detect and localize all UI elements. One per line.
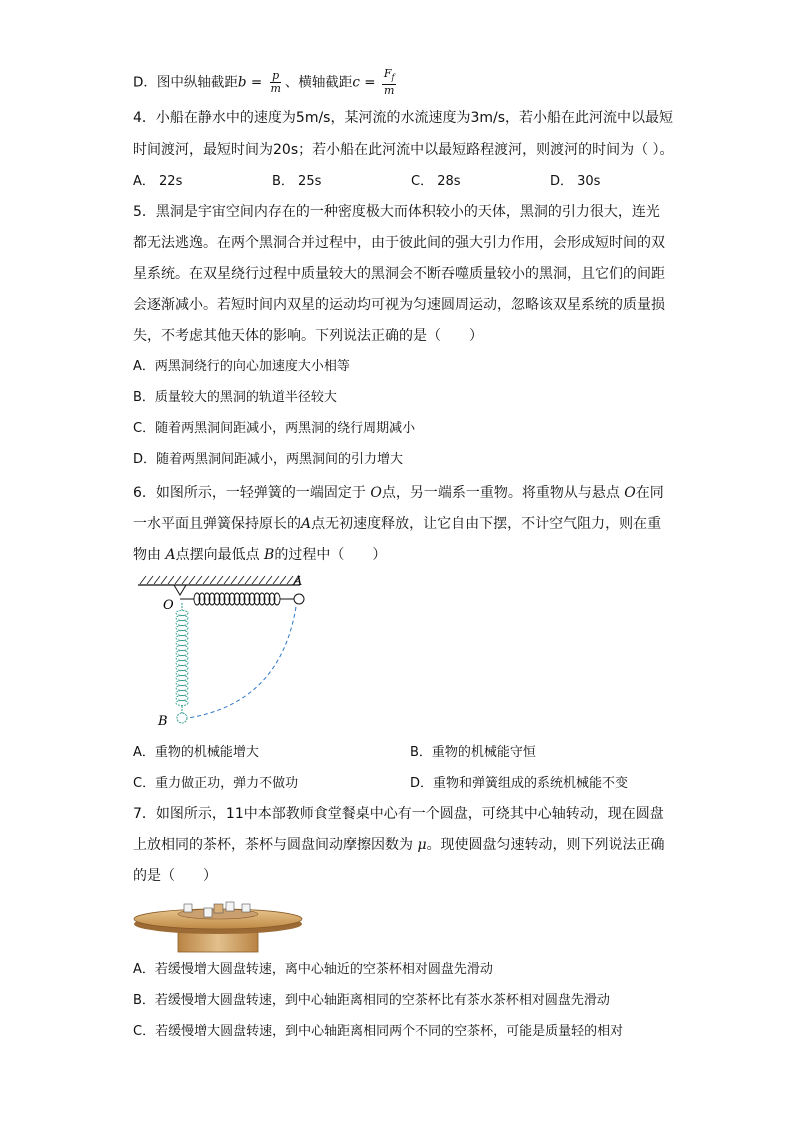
cup-icon xyxy=(214,904,223,913)
text: 在同 xyxy=(635,485,664,501)
frac-den: m xyxy=(383,84,395,98)
q6-option-a: A．重物的机械能增大 xyxy=(133,745,259,760)
text: 。现使圆盘匀速转动，则下列说法正确 xyxy=(426,837,665,853)
equals: = xyxy=(246,74,267,91)
var-b: B xyxy=(264,547,275,563)
var-o: O xyxy=(370,485,382,501)
ceiling-hatch xyxy=(140,576,300,584)
q4-option-d: D． 30s xyxy=(550,174,601,189)
q7-line-3: 的是（ ） xyxy=(133,868,217,884)
q6-option-d: D．重物和弹簧组成的系统机械能不变 xyxy=(410,776,629,791)
q6-option-b: B．重物的机械能守恒 xyxy=(410,745,536,760)
text: 一水平面且弹簧保持原长的 xyxy=(133,516,301,532)
q7-line-2 xyxy=(133,835,665,855)
q6-option-c: C．重力做正功，弹力不做功 xyxy=(133,776,299,791)
label-o: O xyxy=(163,598,174,613)
horizontal-spring xyxy=(194,593,280,605)
text: 上放相同的茶杯，茶杯与圆盘间动摩擦因数为 xyxy=(133,837,418,853)
text: 点摆向最低点 xyxy=(175,547,265,563)
text: 点，另一端系一重物。将重物从与悬点 xyxy=(381,485,625,501)
label-b: B xyxy=(158,714,168,729)
text: 的过程中（ ） xyxy=(274,547,387,563)
equals: = xyxy=(359,74,380,91)
spring-pendulum-figure xyxy=(130,573,320,733)
text: 物由 xyxy=(133,547,166,563)
fraction-p-over-m xyxy=(268,70,282,95)
label-a: A xyxy=(293,574,303,589)
frac-num: p xyxy=(272,69,280,83)
separator-text: 、横轴截距 xyxy=(284,74,353,91)
cup-icon xyxy=(226,902,234,911)
var-mu: μ xyxy=(417,837,427,853)
frac-den: m xyxy=(270,82,281,96)
vertical-spring xyxy=(176,611,188,706)
var-a: A xyxy=(301,516,312,532)
text: 点无初速度释放，让它自由下摆，不计空气阻力，则在重 xyxy=(311,516,662,532)
q5-line-1: 5．黑洞是宇宙空间内存在的一种密度极大而体积较小的天体，黑洞的引力很大，连光 xyxy=(133,204,660,220)
pivot-mark xyxy=(174,585,186,595)
q7-line-1: 7．如图所示，11中本部教师食堂餐桌中心有一个圆盘，可绕其中心轴转动，现在圆盘 xyxy=(133,806,664,822)
fraction-ff-over-m xyxy=(382,68,397,97)
mass-at-a xyxy=(294,594,304,604)
var-b: b xyxy=(237,74,247,91)
q5-line-2: 都无法逃逸。在两个黑洞合并过程中，由于彼此间的强大引力作用，会形成短时间的双 xyxy=(133,235,665,251)
q7-option-a: A．若缓慢增大圆盘转速，离中心轴近的空茶杯相对圆盘先滑动 xyxy=(133,962,493,977)
q5-option-c: C．随着两黑洞间距减小，两黑洞的绕行周期减小 xyxy=(133,421,416,436)
var-a: A xyxy=(165,547,176,563)
cup-icon xyxy=(204,908,212,917)
cup-icon xyxy=(242,904,250,912)
trajectory-arc xyxy=(188,607,296,718)
q7-option-c: C．若缓慢增大圆盘转速，到中心轴距离相同两个不同的空茶杯，可能是质量轻的相对 xyxy=(133,1024,624,1039)
q3-option-d xyxy=(133,68,398,97)
q5-line-3: 星系统。在双星绕行过程中质量较大的黑洞会不断吞噬质量较小的黑洞，且它们的间距 xyxy=(133,266,665,282)
q5-option-b: B．质量较大的黑洞的轨道半径较大 xyxy=(133,390,337,405)
q5-option-a: A．两黑洞绕行的向心加速度大小相等 xyxy=(133,359,350,374)
frac-num-sub: f xyxy=(391,73,395,83)
rotating-table-figure xyxy=(132,890,308,954)
q6-line-3 xyxy=(133,545,386,565)
q4-line-2: 时间渡河，最短时间为20s；若小船在此河流中以最短路程渡河，则渡河的时间为（ ）。 xyxy=(133,142,674,158)
q5-line-4: 会逐渐减小。若短时间内双星的运动均可视为匀速圆周运动，忽略该双星系统的质量损 xyxy=(133,297,665,313)
text: 6．如图所示，一轻弹簧的一端固定于 xyxy=(133,485,371,501)
q4-option-c: C． 28s xyxy=(411,174,461,189)
var-c: c xyxy=(352,74,360,91)
q5-option-d: D．随着两黑洞间距减小，两黑洞间的引力增大 xyxy=(133,452,404,467)
frac-num-f: F xyxy=(383,67,392,80)
q6-line-2 xyxy=(133,514,661,534)
q3-option-d-prefix: D．图中纵轴截距 xyxy=(133,74,238,91)
cup-icon xyxy=(184,904,192,912)
q4-line-1: 4．小船在静水中的速度为5m/s，某河流的水流速度为3m/s，若小船在此河流中以最短 xyxy=(133,110,674,126)
q4-option-b: B． 25s xyxy=(272,174,322,189)
q4-option-a: A． 22s xyxy=(133,174,183,189)
q7-option-b: B．若缓慢增大圆盘转速，到中心轴距离相同的空茶杯比有茶水茶杯相对圆盘先滑动 xyxy=(133,993,610,1008)
mass-at-b xyxy=(177,713,187,723)
var-o: O xyxy=(624,485,636,501)
q5-line-5: 失，不考虑其他天体的影响。下列说法正确的是（ ） xyxy=(133,328,483,344)
frac-num xyxy=(382,68,397,85)
q6-line-1 xyxy=(133,483,664,503)
